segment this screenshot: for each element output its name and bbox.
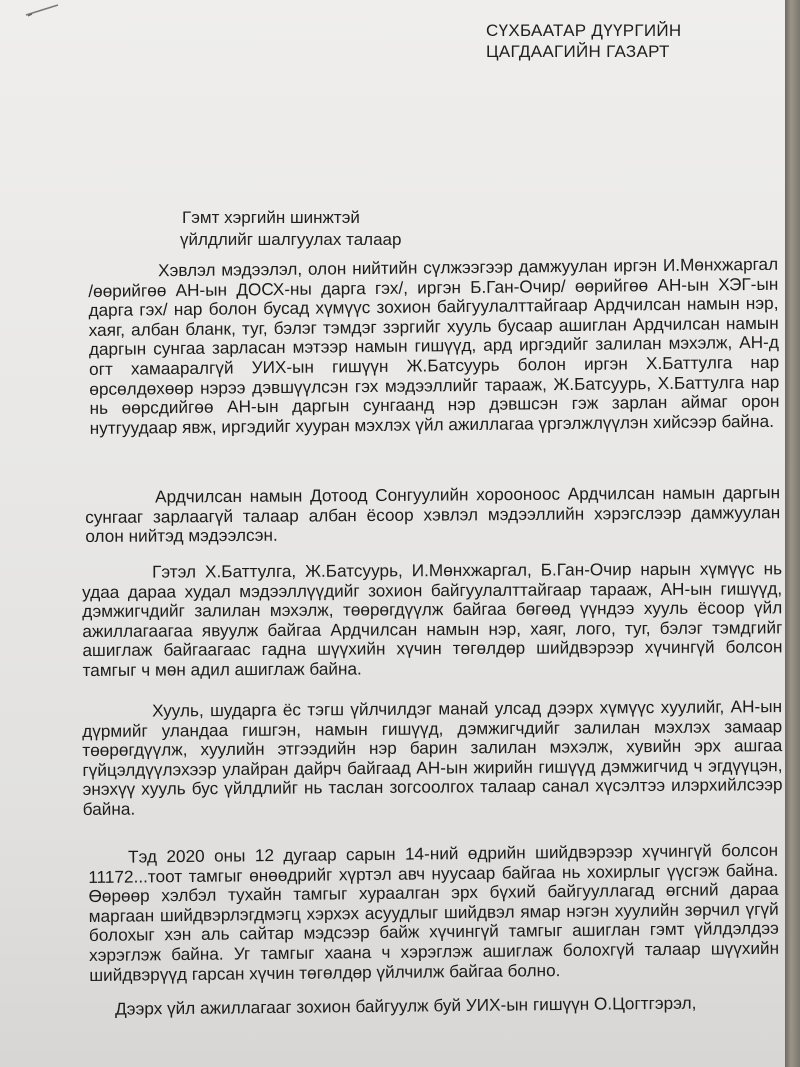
paragraph-text: Гэтэл Х.Баттулга, Ж.Батсуурь, И.Мөнхжаргал, Б.Ган-Очир нарын хүмүүс нь удаа дараа худал мэдээллүүдийг зохион байгуулалттайгаар тарааж, АН-ын гишүүд, дэмжигчдийг залилан мэхэлж, төөрөгдүүлж байгаа бөгөөд үүндээ хууль ёсоор үйл ажиллагаагаа явуулж байгаа Ардчилсан намын нэр, хаяг, лого, туг, бэлэг тэмдгийг ашиглаж байгаагаас гадна шүүхийн хүчин төгөлдөр шийдвэрээр хүчингүй болсон тамгыг ч мөн адил ашиглаж байна. (82, 558, 783, 680)
page-edge (785, 0, 800, 1067)
paragraph-text: Ардчилсан намын Дотоод Сонгуулийн хорооноос Ардчилсан намын даргын сунгааг зарлаагүй талаар албан ёсоор хэвлэл мэдээллийн хэрэгслээр дамжуулан олон нийтэд мэдээлсэн. (85, 482, 781, 547)
subject-line-2: үйлдлийг шалгуулах талаар (180, 230, 402, 249)
paragraph-text: Тэд 2020 оны 12 дугаар сарын 14-ний өдрийн шийдвэрээр хүчингүй болсон 11172...тоот тамгыг өнөөдрийг хүртэл авч нуусаар байгаа нь хохирлыг үүсгэж байна. Өөрөөр хэлбэл тухайн тамгыг хураалган эрх бүхий байгууллагад өгсний дараа маргаан шийдвэрлэгдмэгц хэрхэх асуудлыг шийдвэл ямар нэгэн хуулийн зөрчил үгүй болохыг хэн аль сайтар мэдсээр байж хүчингүй тамгыг ашиглан гэмт үйлдэлдээ хэрэглэж байна. Уг тамгыг хаана ч хэрэглэж ашиглаж болохгүй талаар шүүхийн шийдвэрүүд гарсан хүчин төгөлдөр үйлчилж байгаа болно. (88, 839, 780, 985)
paragraph-text: Хууль, шударга ёс тэгш үйлчилдэг манай улсад дээрх хүмүүс хуулийг, АН-ын дүрмийг уландаа гишгэн, намын гишүүд, дэмжигчдийг залилан мэхлэх замаар төөрөгдүүлж, хуулийн этгээдийн нэр барин залилан мэхэлж, хувийн эрх ашгаа гүйцэлдүүлэхээр улайран дайрч байгаад АН-ын жирийн гишүүд дэмжигчид ч эгдүүцэн, энэхүү хууль бус үйлдлийг нь таслан зогсоолгох талаар санал хүсэлтээ илэрхийлсээр байна. (82, 696, 783, 819)
paragraph-text: Хэвлэл мэдээлэл, олон нийтийн сүлжээгээр дамжуулан иргэн И.Мөнхжаргал /өөрийгөө АН-ын ДОСХ-ны дарга гэх/, иргэн Б.Ган-Очир/ өөрийгөө АН-ын ХЭГ-ын дарга гэх/ нар болон бусад хүмүүс зохион байгуулалттайгаар Ардчилсан намын нэр, хаяг, албан бланк, туг, бэлэг тэмдэг зэргийг хууль бусаар ашиглан Ардчилсан намын даргын сунгаа зарласан мэтээр намын гишүүд, ард иргэдийг залилан мэхэлж, АН-д огт хамааралгүй УИХ-ын гишүүн Ж.Батсуурь болон иргэн Х.Баттулга нар өрсөлдөхөөр нэрээ дэвшүүлсэн гэх мэдээллийг тарааж, Ж.Батсуурь, Х.Баттулга нар нь өөрсдийгөө АН-ын даргын сунгаанд нэр дэвшсэн гэж зарлан аймаг орон нутгуудаар явж, иргэдийг хууран мэхлэх үйл ажиллагаа үргэлжлүүлэн хийсээр байна. (88, 253, 780, 438)
recipient-line-1: СҮХБААТАР ДҮҮРГИЙН (486, 21, 682, 40)
body-paragraph-6 (85, 993, 785, 1020)
body-paragraph-2 (85, 483, 780, 547)
body-paragraph-5 (88, 841, 779, 985)
staple-mark (22, 2, 62, 18)
subject-line-1: Гэмт хэргийн шинжтэй (182, 208, 360, 227)
body-paragraph-4 (82, 697, 783, 819)
subject-heading (180, 207, 401, 251)
recipient-block (486, 20, 716, 62)
body-paragraph-3 (82, 559, 783, 680)
recipient-line-2: ЦАГДААГИЙН ГАЗАРТ (486, 42, 670, 61)
paragraph-text: Дээрх үйл ажиллагааг зохион байгуулж буй УИХ-ын гишүүн О.Цогтгэрэл, (114, 992, 697, 1019)
body-paragraph-1 (88, 255, 780, 439)
